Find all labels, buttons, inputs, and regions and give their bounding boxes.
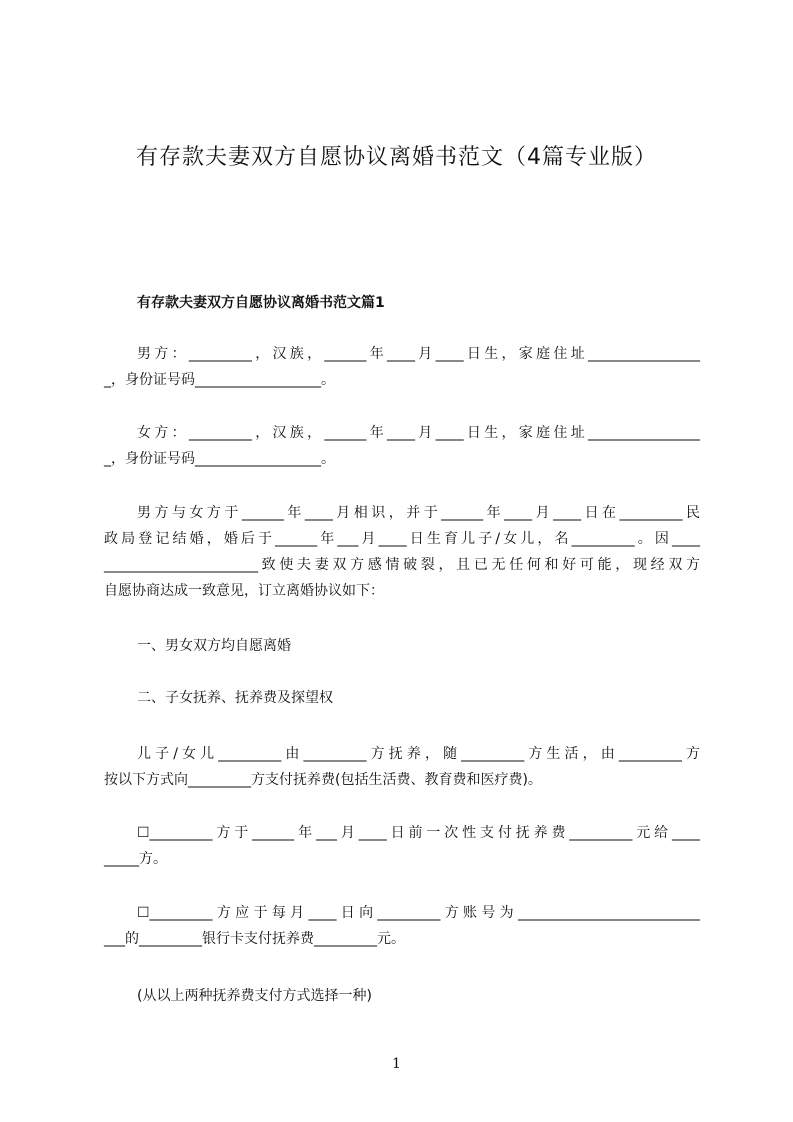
- paragraph-marriage-info: [104, 500, 700, 604]
- paragraph-female-info: [104, 420, 700, 472]
- text-line: 按以下方式向_________方支付抚养费(包括生活费、教育费和医疗费)。: [104, 772, 542, 788]
- paragraph-monthly-option: [104, 900, 700, 952]
- text-line: ______________________致使夫妻双方感情破裂，且已无任何和好可能，现经双方: [104, 557, 700, 573]
- paragraph-lump-sum-option: [104, 820, 700, 872]
- text-line: ☐_________方于______年___月____日前一次性支付抚养费_________元给____: [137, 825, 700, 841]
- text-line: 男方：_________，汉族，______年____月____日生，家庭住址________________: [137, 346, 700, 362]
- text-line: 自愿协商达成一致意见，订立离婚协议如下：: [104, 583, 384, 599]
- clause-2: [104, 685, 700, 711]
- page-number: 1: [392, 1056, 401, 1072]
- paragraph-custody: [104, 741, 700, 793]
- text-line: 政局登记结婚，婚后于______年___月____日生育儿子/女儿，名_________。因____: [104, 531, 700, 547]
- text-line: 一、男女双方均自愿离婚: [137, 638, 291, 654]
- text-line: ☐_________方应于每月____日向_________方账号为__________________________: [137, 905, 700, 921]
- paragraph-note: [104, 983, 700, 1009]
- text-line: (从以上两种抚养费支付方式选择一种): [137, 988, 372, 1004]
- text-line: _，身份证号码__________________。: [104, 372, 335, 388]
- text-line: 女方：_________，汉族，______年____月____日生，家庭住址________________: [137, 425, 700, 441]
- text-line: 儿子/女儿_________由_________方抚养，随_________方生活，由_________方: [137, 746, 700, 762]
- text-line: ___的_________银行卡支付抚养费_________元。: [104, 931, 405, 947]
- text-line: _____方。: [104, 851, 167, 867]
- text-line: _，身份证号码__________________。: [104, 451, 335, 467]
- document-title: 有存款夫妻双方自愿协议离婚书范文（4篇专业版）: [136, 145, 657, 170]
- paragraph-male-info: [104, 341, 700, 393]
- text-line: 男方与女方于______年____月相识，并于______年____月____日在_________民: [137, 505, 700, 521]
- clause-1: [104, 633, 700, 659]
- section-heading: 有存款夫妻双方自愿协议离婚书范文篇1: [137, 295, 385, 311]
- text-line: 二、子女抚养、抚养费及探望权: [137, 690, 333, 706]
